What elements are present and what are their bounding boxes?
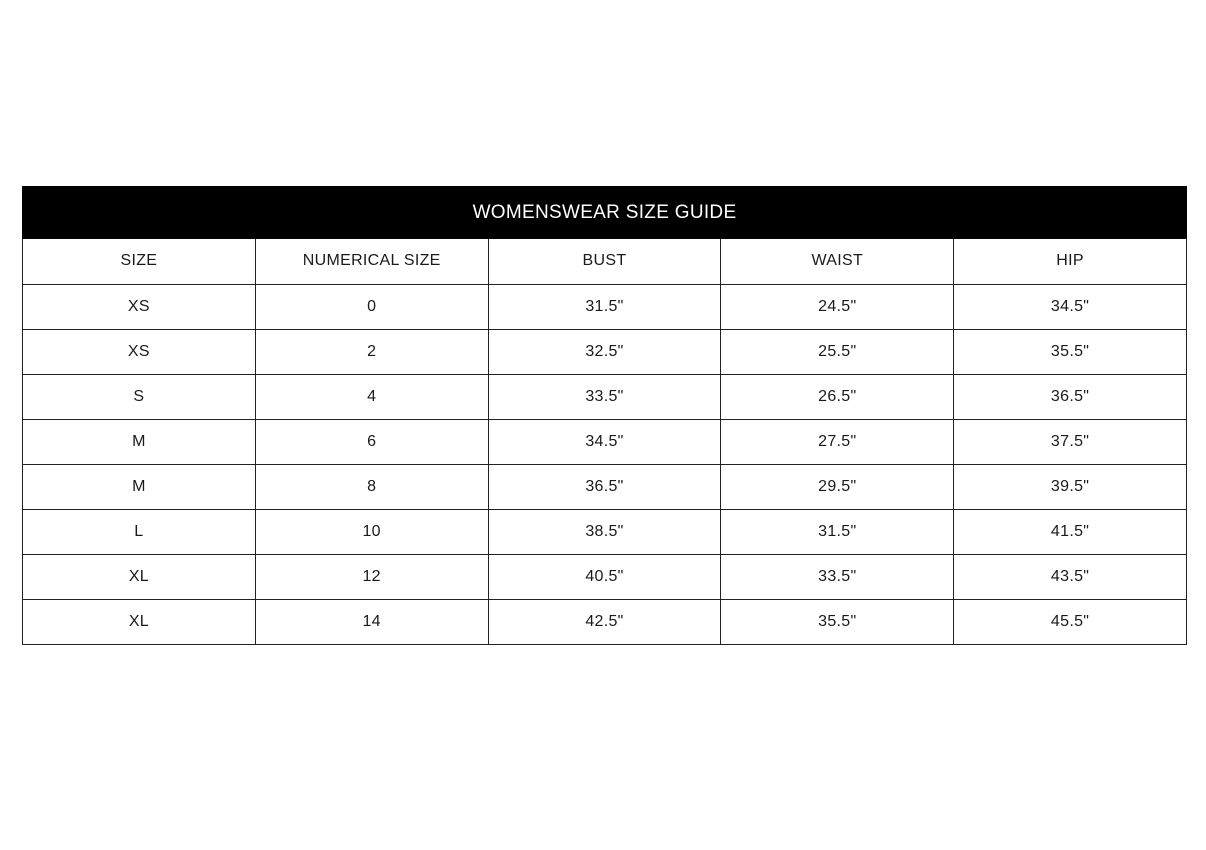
table-row — [23, 509, 1187, 554]
bust-cell: 32.5" — [488, 329, 721, 374]
column-header-size: SIZE — [23, 239, 256, 284]
table-row — [23, 599, 1187, 644]
table-row — [23, 464, 1187, 509]
hip-cell: 43.5" — [954, 554, 1187, 599]
numerical-size-cell: 10 — [255, 509, 488, 554]
size-cell: L — [23, 509, 256, 554]
waist-cell: 35.5" — [721, 599, 954, 644]
size-cell: S — [23, 374, 256, 419]
size-cell: XS — [23, 284, 256, 329]
numerical-size-cell: 6 — [255, 419, 488, 464]
numerical-size-cell: 0 — [255, 284, 488, 329]
waist-cell: 33.5" — [721, 554, 954, 599]
column-header-hip: HIP — [954, 239, 1187, 284]
numerical-size-cell: 14 — [255, 599, 488, 644]
bust-cell: 31.5" — [488, 284, 721, 329]
size-guide-table — [22, 186, 1187, 645]
hip-cell: 45.5" — [954, 599, 1187, 644]
numerical-size-cell: 8 — [255, 464, 488, 509]
table-row — [23, 374, 1187, 419]
table-row — [23, 419, 1187, 464]
waist-cell: 29.5" — [721, 464, 954, 509]
numerical-size-cell: 2 — [255, 329, 488, 374]
size-cell: XL — [23, 554, 256, 599]
size-table — [22, 239, 1187, 645]
waist-cell: 27.5" — [721, 419, 954, 464]
hip-cell: 36.5" — [954, 374, 1187, 419]
bust-cell: 36.5" — [488, 464, 721, 509]
bust-cell: 40.5" — [488, 554, 721, 599]
bust-cell: 34.5" — [488, 419, 721, 464]
size-cell: XL — [23, 599, 256, 644]
column-header-numerical-size: NUMERICAL SIZE — [255, 239, 488, 284]
header-row — [23, 239, 1187, 284]
size-guide-title: WOMENSWEAR SIZE GUIDE — [22, 186, 1187, 239]
size-cell: XS — [23, 329, 256, 374]
bust-cell: 33.5" — [488, 374, 721, 419]
table-row — [23, 554, 1187, 599]
column-header-bust: BUST — [488, 239, 721, 284]
hip-cell: 35.5" — [954, 329, 1187, 374]
hip-cell: 34.5" — [954, 284, 1187, 329]
waist-cell: 31.5" — [721, 509, 954, 554]
table-row — [23, 284, 1187, 329]
waist-cell: 26.5" — [721, 374, 954, 419]
numerical-size-cell: 12 — [255, 554, 488, 599]
waist-cell: 25.5" — [721, 329, 954, 374]
table-row — [23, 329, 1187, 374]
size-cell: M — [23, 419, 256, 464]
size-cell: M — [23, 464, 256, 509]
bust-cell: 38.5" — [488, 509, 721, 554]
hip-cell: 37.5" — [954, 419, 1187, 464]
hip-cell: 41.5" — [954, 509, 1187, 554]
numerical-size-cell: 4 — [255, 374, 488, 419]
column-header-waist: WAIST — [721, 239, 954, 284]
waist-cell: 24.5" — [721, 284, 954, 329]
hip-cell: 39.5" — [954, 464, 1187, 509]
bust-cell: 42.5" — [488, 599, 721, 644]
